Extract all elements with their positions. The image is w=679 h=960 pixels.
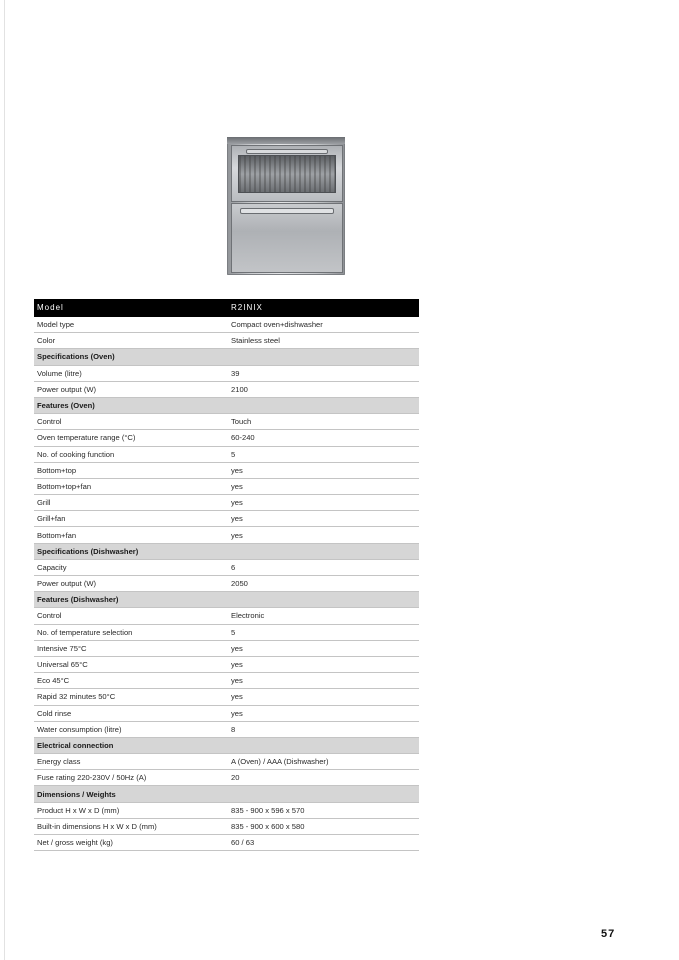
table-row [34,802,419,818]
spec-value: 6 [228,559,419,575]
table-row [34,608,419,624]
spec-label: Capacity [34,559,228,575]
table-row [34,381,419,397]
section-header-row [34,543,419,559]
spec-table [34,299,419,851]
spec-value: A (Oven) / AAA (Dishwasher) [228,754,419,770]
table-row [34,721,419,737]
table-row [34,527,419,543]
spec-label: Bottom+top+fan [34,478,228,494]
spec-value: yes [228,705,419,721]
spec-label: Bottom+top [34,462,228,478]
spec-value: 2050 [228,576,419,592]
spec-value [228,543,419,559]
spec-value: 20 [228,770,419,786]
table-row [34,430,419,446]
spec-label: No. of temperature selection [34,624,228,640]
spec-value: Compact oven+dishwasher [228,317,419,333]
spec-label: Energy class [34,754,228,770]
spec-label: Universal 65°C [34,656,228,672]
section-header-row [34,786,419,802]
spec-value [228,737,419,753]
table-row [34,559,419,575]
appliance-body [227,137,345,275]
spec-value: 835 - 900 x 596 x 570 [228,802,419,818]
header-model-value: R2INIX [228,299,419,317]
table-row [34,576,419,592]
oven-window [238,155,336,193]
section-header-row [34,592,419,608]
spec-value: 60-240 [228,430,419,446]
section-title: Specifications (Oven) [34,349,228,365]
table-row [34,640,419,656]
spec-value: yes [228,527,419,543]
spec-value: yes [228,640,419,656]
spec-value [228,786,419,802]
spec-value: yes [228,656,419,672]
table-row [34,317,419,333]
oven-door [231,145,343,202]
spec-value: 835 - 900 x 600 x 580 [228,818,419,834]
spec-value: 5 [228,446,419,462]
spec-value: 5 [228,624,419,640]
spec-label: Color [34,333,228,349]
dishwasher-handle [240,208,334,214]
spec-label: Oven temperature range (°C) [34,430,228,446]
oven-handle [246,149,328,154]
spec-label: Product H x W x D (mm) [34,802,228,818]
table-row [34,835,419,851]
section-title: Dimensions / Weights [34,786,228,802]
spec-label: Fuse rating 220-230V / 50Hz (A) [34,770,228,786]
spec-value [228,592,419,608]
spec-label: Control [34,608,228,624]
spec-label: Water consumption (litre) [34,721,228,737]
table-row [34,689,419,705]
spec-label: Rapid 32 minutes 50°C [34,689,228,705]
spec-value: 8 [228,721,419,737]
section-header-row [34,349,419,365]
spec-label: Model type [34,317,228,333]
spec-label: Bottom+fan [34,527,228,543]
spec-label: Built-in dimensions H x W x D (mm) [34,818,228,834]
spec-value: yes [228,495,419,511]
spec-label: No. of cooking function [34,446,228,462]
spec-label: Net / gross weight (kg) [34,835,228,851]
spec-value: yes [228,511,419,527]
spec-value: yes [228,478,419,494]
table-row [34,656,419,672]
spec-label: Power output (W) [34,381,228,397]
section-title: Specifications (Dishwasher) [34,543,228,559]
spec-label: Eco 45°C [34,673,228,689]
spec-value [228,397,419,413]
table-row [34,624,419,640]
spec-value: Electronic [228,608,419,624]
spec-value: Stainless steel [228,333,419,349]
spec-value [228,349,419,365]
spec-label: Grill+fan [34,511,228,527]
header-model-label: Model [34,299,228,317]
spec-value: 39 [228,365,419,381]
dishwasher-drawer [231,203,343,273]
table-row [34,462,419,478]
page-edge-line [4,0,5,960]
table-header-row [34,299,419,317]
spec-value: 60 / 63 [228,835,419,851]
table-row [34,818,419,834]
spec-label: Grill [34,495,228,511]
table-row [34,365,419,381]
spec-value: yes [228,673,419,689]
page-number: 57 [601,928,616,940]
table-row [34,705,419,721]
product-image [227,137,345,275]
spec-value: Touch [228,414,419,430]
table-row [34,333,419,349]
spec-label: Volume (litre) [34,365,228,381]
spec-value: yes [228,689,419,705]
section-header-row [34,397,419,413]
table-row [34,495,419,511]
section-title: Features (Oven) [34,397,228,413]
spec-label: Intensive 75°C [34,640,228,656]
section-title: Electrical connection [34,737,228,753]
table-row [34,478,419,494]
table-row [34,414,419,430]
spec-value: 2100 [228,381,419,397]
spec-value: yes [228,462,419,478]
table-row [34,754,419,770]
spec-label: Control [34,414,228,430]
section-title: Features (Dishwasher) [34,592,228,608]
table-row [34,511,419,527]
table-row [34,770,419,786]
section-header-row [34,737,419,753]
spec-label: Power output (W) [34,576,228,592]
table-row [34,673,419,689]
appliance-top-strip [227,137,345,144]
spec-label: Cold rinse [34,705,228,721]
table-row [34,446,419,462]
